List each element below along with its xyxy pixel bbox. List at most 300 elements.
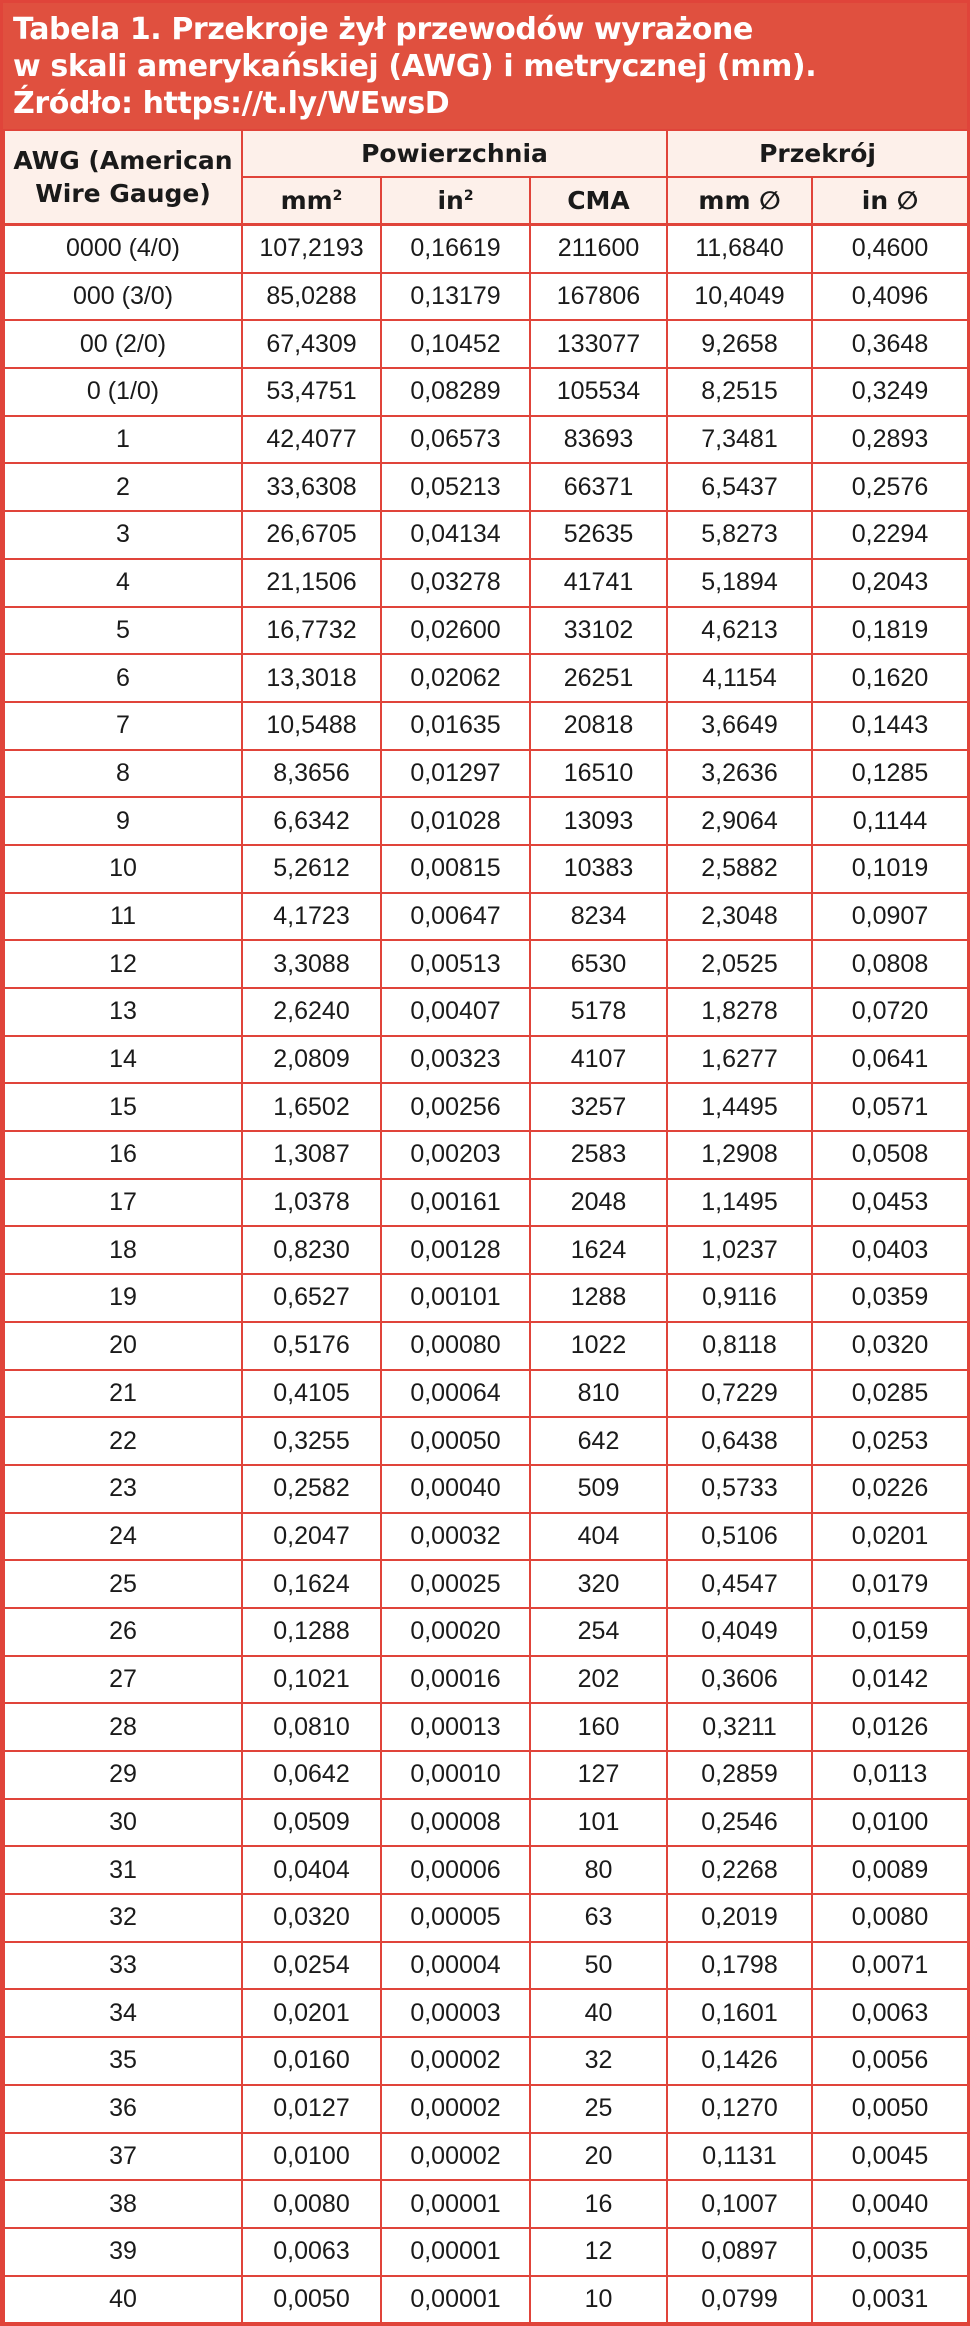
cell-in2: 0,00647 <box>381 893 530 941</box>
cell-awg: 21 <box>4 1370 242 1418</box>
table-row <box>4 1417 968 1465</box>
cell-awg: 2 <box>4 463 242 511</box>
cell-mm2: 8,3656 <box>242 750 381 798</box>
cell-awg: 11 <box>4 893 242 941</box>
table-row <box>4 1513 968 1561</box>
cell-mm2: 0,0080 <box>242 2180 381 2228</box>
cell-in-diameter: 0,0641 <box>812 1036 968 1084</box>
cell-awg: 6 <box>4 654 242 702</box>
header-mm2 <box>242 177 381 225</box>
cell-in-diameter: 0,0113 <box>812 1751 968 1799</box>
table-row <box>4 1131 968 1179</box>
cell-in2: 0,02062 <box>381 654 530 702</box>
cell-mm2: 1,0378 <box>242 1179 381 1227</box>
cell-mm-diameter: 5,1894 <box>667 559 812 607</box>
cell-in2: 0,04134 <box>381 511 530 559</box>
cell-in2: 0,00050 <box>381 1417 530 1465</box>
cell-awg: 40 <box>4 2276 242 2324</box>
header-mm-diameter: mm ∅ <box>667 177 812 225</box>
cell-cma: 5178 <box>530 988 667 1036</box>
cell-awg: 7 <box>4 702 242 750</box>
cell-in2: 0,01635 <box>381 702 530 750</box>
cell-mm2: 0,2582 <box>242 1465 381 1513</box>
cell-mm-diameter: 10,4049 <box>667 273 812 321</box>
table-row <box>4 416 968 464</box>
cell-in2: 0,05213 <box>381 463 530 511</box>
cell-awg: 23 <box>4 1465 242 1513</box>
header-mm2-sup: 2 <box>332 188 343 204</box>
cell-in-diameter: 0,1019 <box>812 845 968 893</box>
table-row <box>4 1656 968 1704</box>
cell-in-diameter: 0,0089 <box>812 1846 968 1894</box>
cell-in2: 0,00001 <box>381 2228 530 2276</box>
table-row <box>4 893 968 941</box>
cell-cma: 26251 <box>530 654 667 702</box>
cell-in-diameter: 0,0080 <box>812 1894 968 1942</box>
cell-cma: 211600 <box>530 225 667 273</box>
cell-mm2: 0,0127 <box>242 2085 381 2133</box>
cell-mm2: 53,4751 <box>242 368 381 416</box>
cell-mm-diameter: 0,5106 <box>667 1513 812 1561</box>
table-row <box>4 750 968 798</box>
cell-awg: 17 <box>4 1179 242 1227</box>
cell-awg: 34 <box>4 1989 242 2037</box>
cell-awg: 28 <box>4 1703 242 1751</box>
header-group-area: Powierzchnia <box>242 130 667 177</box>
cell-awg: 30 <box>4 1799 242 1847</box>
cell-cma: 105534 <box>530 368 667 416</box>
cell-in2: 0,00064 <box>381 1370 530 1418</box>
cell-in-diameter: 0,0100 <box>812 1799 968 1847</box>
cell-in2: 0,00025 <box>381 1560 530 1608</box>
cell-in-diameter: 0,0040 <box>812 2180 968 2228</box>
cell-awg: 29 <box>4 1751 242 1799</box>
cell-in2: 0,00001 <box>381 2276 530 2324</box>
cell-in2: 0,00013 <box>381 1703 530 1751</box>
cell-mm2: 0,0642 <box>242 1751 381 1799</box>
cell-in2: 0,00256 <box>381 1083 530 1131</box>
cell-in-diameter: 0,0226 <box>812 1465 968 1513</box>
header-in2-base: in <box>437 186 464 215</box>
cell-mm2: 1,3087 <box>242 1131 381 1179</box>
cell-mm2: 0,6527 <box>242 1274 381 1322</box>
cell-in-diameter: 0,1285 <box>812 750 968 798</box>
table-body <box>4 225 968 2324</box>
cell-mm2: 0,0050 <box>242 2276 381 2324</box>
table-row <box>4 1608 968 1656</box>
cell-mm-diameter: 0,8118 <box>667 1322 812 1370</box>
cell-awg: 18 <box>4 1226 242 1274</box>
cell-in-diameter: 0,0142 <box>812 1656 968 1704</box>
cell-cma: 320 <box>530 1560 667 1608</box>
cell-awg: 8 <box>4 750 242 798</box>
table-row <box>4 559 968 607</box>
cell-mm-diameter: 0,7229 <box>667 1370 812 1418</box>
caption-line-1: Tabela 1. Przekroje żył przewodów wyrażone <box>13 12 753 47</box>
cell-awg: 13 <box>4 988 242 1036</box>
cell-in2: 0,00040 <box>381 1465 530 1513</box>
cell-mm-diameter: 0,9116 <box>667 1274 812 1322</box>
table-row <box>4 2037 968 2085</box>
table-row <box>4 1370 968 1418</box>
table-row <box>4 2276 968 2324</box>
cell-in2: 0,13179 <box>381 273 530 321</box>
cell-in-diameter: 0,0508 <box>812 1131 968 1179</box>
cell-cma: 202 <box>530 1656 667 1704</box>
cell-mm-diameter: 0,1007 <box>667 2180 812 2228</box>
cell-awg: 27 <box>4 1656 242 1704</box>
table-row <box>4 463 968 511</box>
table-row <box>4 1036 968 1084</box>
cell-in-diameter: 0,0031 <box>812 2276 968 2324</box>
cell-in-diameter: 0,0201 <box>812 1513 968 1561</box>
table-row <box>4 1274 968 1322</box>
cell-in-diameter: 0,0403 <box>812 1226 968 1274</box>
cell-mm-diameter: 1,0237 <box>667 1226 812 1274</box>
cell-in-diameter: 0,0063 <box>812 1989 968 2037</box>
cell-mm2: 85,0288 <box>242 273 381 321</box>
cell-mm2: 16,7732 <box>242 607 381 655</box>
cell-cma: 80 <box>530 1846 667 1894</box>
cell-mm-diameter: 4,6213 <box>667 607 812 655</box>
cell-awg: 4 <box>4 559 242 607</box>
header-awg-line-2: Wire Gauge) <box>35 179 211 208</box>
cell-mm-diameter: 4,1154 <box>667 654 812 702</box>
cell-mm-diameter: 2,3048 <box>667 893 812 941</box>
cell-in-diameter: 0,0571 <box>812 1083 968 1131</box>
header-awg-line-1: AWG (American <box>13 146 233 175</box>
cell-cma: 83693 <box>530 416 667 464</box>
cell-mm-diameter: 0,4547 <box>667 1560 812 1608</box>
cell-mm-diameter: 0,1426 <box>667 2037 812 2085</box>
cell-in2: 0,00513 <box>381 940 530 988</box>
cell-mm-diameter: 0,2546 <box>667 1799 812 1847</box>
cell-mm-diameter: 0,4049 <box>667 1608 812 1656</box>
cell-in-diameter: 0,0056 <box>812 2037 968 2085</box>
cell-in-diameter: 0,0320 <box>812 1322 968 1370</box>
table-row <box>4 797 968 845</box>
cell-mm-diameter: 0,2268 <box>667 1846 812 1894</box>
cell-awg: 20 <box>4 1322 242 1370</box>
cell-mm2: 10,5488 <box>242 702 381 750</box>
table-row <box>4 1226 968 1274</box>
cell-cma: 66371 <box>530 463 667 511</box>
cell-mm2: 0,0160 <box>242 2037 381 2085</box>
cell-in-diameter: 0,0179 <box>812 1560 968 1608</box>
cell-in-diameter: 0,0071 <box>812 1942 968 1990</box>
header-mm2-base: mm <box>280 186 333 215</box>
cell-mm2: 2,0809 <box>242 1036 381 1084</box>
cell-mm2: 0,0810 <box>242 1703 381 1751</box>
cell-awg: 14 <box>4 1036 242 1084</box>
table-row <box>4 1465 968 1513</box>
cell-mm2: 0,0320 <box>242 1894 381 1942</box>
cell-mm2: 13,3018 <box>242 654 381 702</box>
awg-table <box>3 129 969 2324</box>
table-row <box>4 1560 968 1608</box>
cell-in2: 0,00003 <box>381 1989 530 2037</box>
cell-cma: 8234 <box>530 893 667 941</box>
cell-awg: 38 <box>4 2180 242 2228</box>
cell-awg: 15 <box>4 1083 242 1131</box>
cell-cma: 101 <box>530 1799 667 1847</box>
cell-awg: 000 (3/0) <box>4 273 242 321</box>
cell-awg: 00 (2/0) <box>4 320 242 368</box>
table-row <box>4 1703 968 1751</box>
cell-in-diameter: 0,1144 <box>812 797 968 845</box>
cell-in2: 0,00020 <box>381 1608 530 1656</box>
cell-mm2: 0,3255 <box>242 1417 381 1465</box>
cell-mm-diameter: 7,3481 <box>667 416 812 464</box>
cell-in2: 0,08289 <box>381 368 530 416</box>
cell-in-diameter: 0,0035 <box>812 2228 968 2276</box>
cell-mm-diameter: 2,9064 <box>667 797 812 845</box>
cell-in-diameter: 0,0359 <box>812 1274 968 1322</box>
cell-cma: 63 <box>530 1894 667 1942</box>
cell-in2: 0,00008 <box>381 1799 530 1847</box>
cell-mm2: 33,6308 <box>242 463 381 511</box>
cell-mm2: 0,0254 <box>242 1942 381 1990</box>
cell-mm-diameter: 0,0897 <box>667 2228 812 2276</box>
cell-mm2: 21,1506 <box>242 559 381 607</box>
table-row <box>4 654 968 702</box>
cell-mm2: 0,1021 <box>242 1656 381 1704</box>
cell-mm-diameter: 0,1270 <box>667 2085 812 2133</box>
cell-awg: 0 (1/0) <box>4 368 242 416</box>
table-row <box>4 320 968 368</box>
cell-mm-diameter: 1,8278 <box>667 988 812 1036</box>
cell-cma: 50 <box>530 1942 667 1990</box>
cell-mm-diameter: 0,1798 <box>667 1942 812 1990</box>
cell-in2: 0,01028 <box>381 797 530 845</box>
cell-cma: 10 <box>530 2276 667 2324</box>
cell-in-diameter: 0,0050 <box>812 2085 968 2133</box>
cell-mm-diameter: 0,1601 <box>667 1989 812 2037</box>
cell-mm-diameter: 1,1495 <box>667 1179 812 1227</box>
cell-awg: 35 <box>4 2037 242 2085</box>
cell-in-diameter: 0,1620 <box>812 654 968 702</box>
cell-awg: 10 <box>4 845 242 893</box>
cell-cma: 509 <box>530 1465 667 1513</box>
cell-awg: 32 <box>4 1894 242 1942</box>
cell-in-diameter: 0,1443 <box>812 702 968 750</box>
cell-in2: 0,02600 <box>381 607 530 655</box>
cell-mm2: 1,6502 <box>242 1083 381 1131</box>
cell-cma: 1022 <box>530 1322 667 1370</box>
cell-in2: 0,10452 <box>381 320 530 368</box>
cell-mm2: 42,4077 <box>242 416 381 464</box>
cell-cma: 25 <box>530 2085 667 2133</box>
cell-cma: 2583 <box>530 1131 667 1179</box>
cell-awg: 5 <box>4 607 242 655</box>
cell-cma: 133077 <box>530 320 667 368</box>
cell-in-diameter: 0,2576 <box>812 463 968 511</box>
cell-cma: 32 <box>530 2037 667 2085</box>
cell-mm2: 67,4309 <box>242 320 381 368</box>
cell-in2: 0,00128 <box>381 1226 530 1274</box>
cell-in2: 0,00004 <box>381 1942 530 1990</box>
cell-in-diameter: 0,0126 <box>812 1703 968 1751</box>
cell-in-diameter: 0,3648 <box>812 320 968 368</box>
cell-in-diameter: 0,0159 <box>812 1608 968 1656</box>
cell-in2: 0,00407 <box>381 988 530 1036</box>
cell-cma: 16 <box>530 2180 667 2228</box>
header-in2-sup: 2 <box>463 188 474 204</box>
cell-mm-diameter: 5,8273 <box>667 511 812 559</box>
cell-mm-diameter: 1,2908 <box>667 1131 812 1179</box>
cell-cma: 404 <box>530 1513 667 1561</box>
cell-cma: 1624 <box>530 1226 667 1274</box>
table-row <box>4 2085 968 2133</box>
cell-mm-diameter: 0,5733 <box>667 1465 812 1513</box>
cell-mm-diameter: 0,3606 <box>667 1656 812 1704</box>
table-row <box>4 1322 968 1370</box>
cell-in2: 0,00002 <box>381 2085 530 2133</box>
cell-in-diameter: 0,1819 <box>812 607 968 655</box>
cell-mm-diameter: 6,5437 <box>667 463 812 511</box>
cell-awg: 25 <box>4 1560 242 1608</box>
cell-in-diameter: 0,2893 <box>812 416 968 464</box>
cell-cma: 33102 <box>530 607 667 655</box>
table-row <box>4 2180 968 2228</box>
cell-mm2: 0,0404 <box>242 1846 381 1894</box>
cell-mm2: 0,0063 <box>242 2228 381 2276</box>
cell-cma: 10383 <box>530 845 667 893</box>
cell-mm-diameter: 0,6438 <box>667 1417 812 1465</box>
header-in2 <box>381 177 530 225</box>
header-in-diameter: in ∅ <box>812 177 968 225</box>
cell-mm-diameter: 0,3211 <box>667 1703 812 1751</box>
cell-in-diameter: 0,0045 <box>812 2133 968 2181</box>
cell-cma: 41741 <box>530 559 667 607</box>
cell-cma: 2048 <box>530 1179 667 1227</box>
table-row <box>4 2228 968 2276</box>
cell-cma: 642 <box>530 1417 667 1465</box>
cell-awg: 37 <box>4 2133 242 2181</box>
table-row <box>4 1751 968 1799</box>
cell-in-diameter: 0,0285 <box>812 1370 968 1418</box>
cell-awg: 31 <box>4 1846 242 1894</box>
cell-mm2: 6,6342 <box>242 797 381 845</box>
cell-awg: 12 <box>4 940 242 988</box>
table-row <box>4 368 968 416</box>
cell-in2: 0,06573 <box>381 416 530 464</box>
cell-in-diameter: 0,0453 <box>812 1179 968 1227</box>
cell-mm-diameter: 2,0525 <box>667 940 812 988</box>
cell-in-diameter: 0,0907 <box>812 893 968 941</box>
cell-cma: 254 <box>530 1608 667 1656</box>
cell-mm2: 0,8230 <box>242 1226 381 1274</box>
cell-mm-diameter: 9,2658 <box>667 320 812 368</box>
cell-cma: 127 <box>530 1751 667 1799</box>
cell-in2: 0,00101 <box>381 1274 530 1322</box>
header-awg <box>4 130 242 225</box>
cell-mm-diameter: 8,2515 <box>667 368 812 416</box>
cell-in2: 0,00203 <box>381 1131 530 1179</box>
cell-in2: 0,00002 <box>381 2037 530 2085</box>
cell-in2: 0,00001 <box>381 2180 530 2228</box>
cell-awg: 3 <box>4 511 242 559</box>
table-row <box>4 1894 968 1942</box>
cell-awg: 26 <box>4 1608 242 1656</box>
cell-cma: 20818 <box>530 702 667 750</box>
cell-cma: 1288 <box>530 1274 667 1322</box>
table-caption <box>3 3 967 129</box>
table-row <box>4 988 968 1036</box>
cell-in2: 0,00032 <box>381 1513 530 1561</box>
cell-awg: 1 <box>4 416 242 464</box>
table-row <box>4 940 968 988</box>
caption-line-3: Źródło: https://t.ly/WEwsD <box>13 86 450 121</box>
table-row <box>4 511 968 559</box>
table-row <box>4 1846 968 1894</box>
cell-in2: 0,00006 <box>381 1846 530 1894</box>
cell-mm2: 107,2193 <box>242 225 381 273</box>
cell-mm-diameter: 0,2859 <box>667 1751 812 1799</box>
cell-cma: 13093 <box>530 797 667 845</box>
cell-cma: 160 <box>530 1703 667 1751</box>
cell-cma: 20 <box>530 2133 667 2181</box>
table-row <box>4 607 968 655</box>
cell-cma: 16510 <box>530 750 667 798</box>
cell-mm-diameter: 3,2636 <box>667 750 812 798</box>
cell-in-diameter: 0,4600 <box>812 225 968 273</box>
table-row <box>4 2133 968 2181</box>
cell-mm2: 5,2612 <box>242 845 381 893</box>
cell-awg: 39 <box>4 2228 242 2276</box>
cell-mm2: 2,6240 <box>242 988 381 1036</box>
header-group-section: Przekrój <box>667 130 968 177</box>
table-row <box>4 845 968 893</box>
cell-awg: 24 <box>4 1513 242 1561</box>
cell-in2: 0,00323 <box>381 1036 530 1084</box>
cell-mm-diameter: 2,5882 <box>667 845 812 893</box>
cell-mm2: 0,0509 <box>242 1799 381 1847</box>
cell-mm2: 0,1288 <box>242 1608 381 1656</box>
cell-in-diameter: 0,2043 <box>812 559 968 607</box>
cell-awg: 0000 (4/0) <box>4 225 242 273</box>
caption-line-2: w skali amerykańskiej (AWG) i metrycznej (mm). <box>13 49 817 84</box>
cell-in2: 0,00815 <box>381 845 530 893</box>
cell-cma: 167806 <box>530 273 667 321</box>
table-row <box>4 1942 968 1990</box>
cell-mm-diameter: 11,6840 <box>667 225 812 273</box>
cell-in-diameter: 0,0720 <box>812 988 968 1036</box>
cell-mm2: 0,4105 <box>242 1370 381 1418</box>
cell-in2: 0,00002 <box>381 2133 530 2181</box>
table-row <box>4 1179 968 1227</box>
cell-in2: 0,16619 <box>381 225 530 273</box>
table-row <box>4 225 968 273</box>
cell-in2: 0,00005 <box>381 1894 530 1942</box>
cell-mm2: 0,1624 <box>242 1560 381 1608</box>
table-row <box>4 273 968 321</box>
table-row <box>4 702 968 750</box>
cell-mm2: 3,3088 <box>242 940 381 988</box>
cell-mm-diameter: 1,4495 <box>667 1083 812 1131</box>
cell-awg: 22 <box>4 1417 242 1465</box>
cell-in2: 0,00010 <box>381 1751 530 1799</box>
cell-mm-diameter: 0,0799 <box>667 2276 812 2324</box>
cell-cma: 52635 <box>530 511 667 559</box>
cell-in2: 0,01297 <box>381 750 530 798</box>
cell-cma: 6530 <box>530 940 667 988</box>
cell-in2: 0,00080 <box>381 1322 530 1370</box>
cell-mm2: 0,2047 <box>242 1513 381 1561</box>
cell-in-diameter: 0,3249 <box>812 368 968 416</box>
cell-in-diameter: 0,0808 <box>812 940 968 988</box>
cell-in2: 0,00016 <box>381 1656 530 1704</box>
